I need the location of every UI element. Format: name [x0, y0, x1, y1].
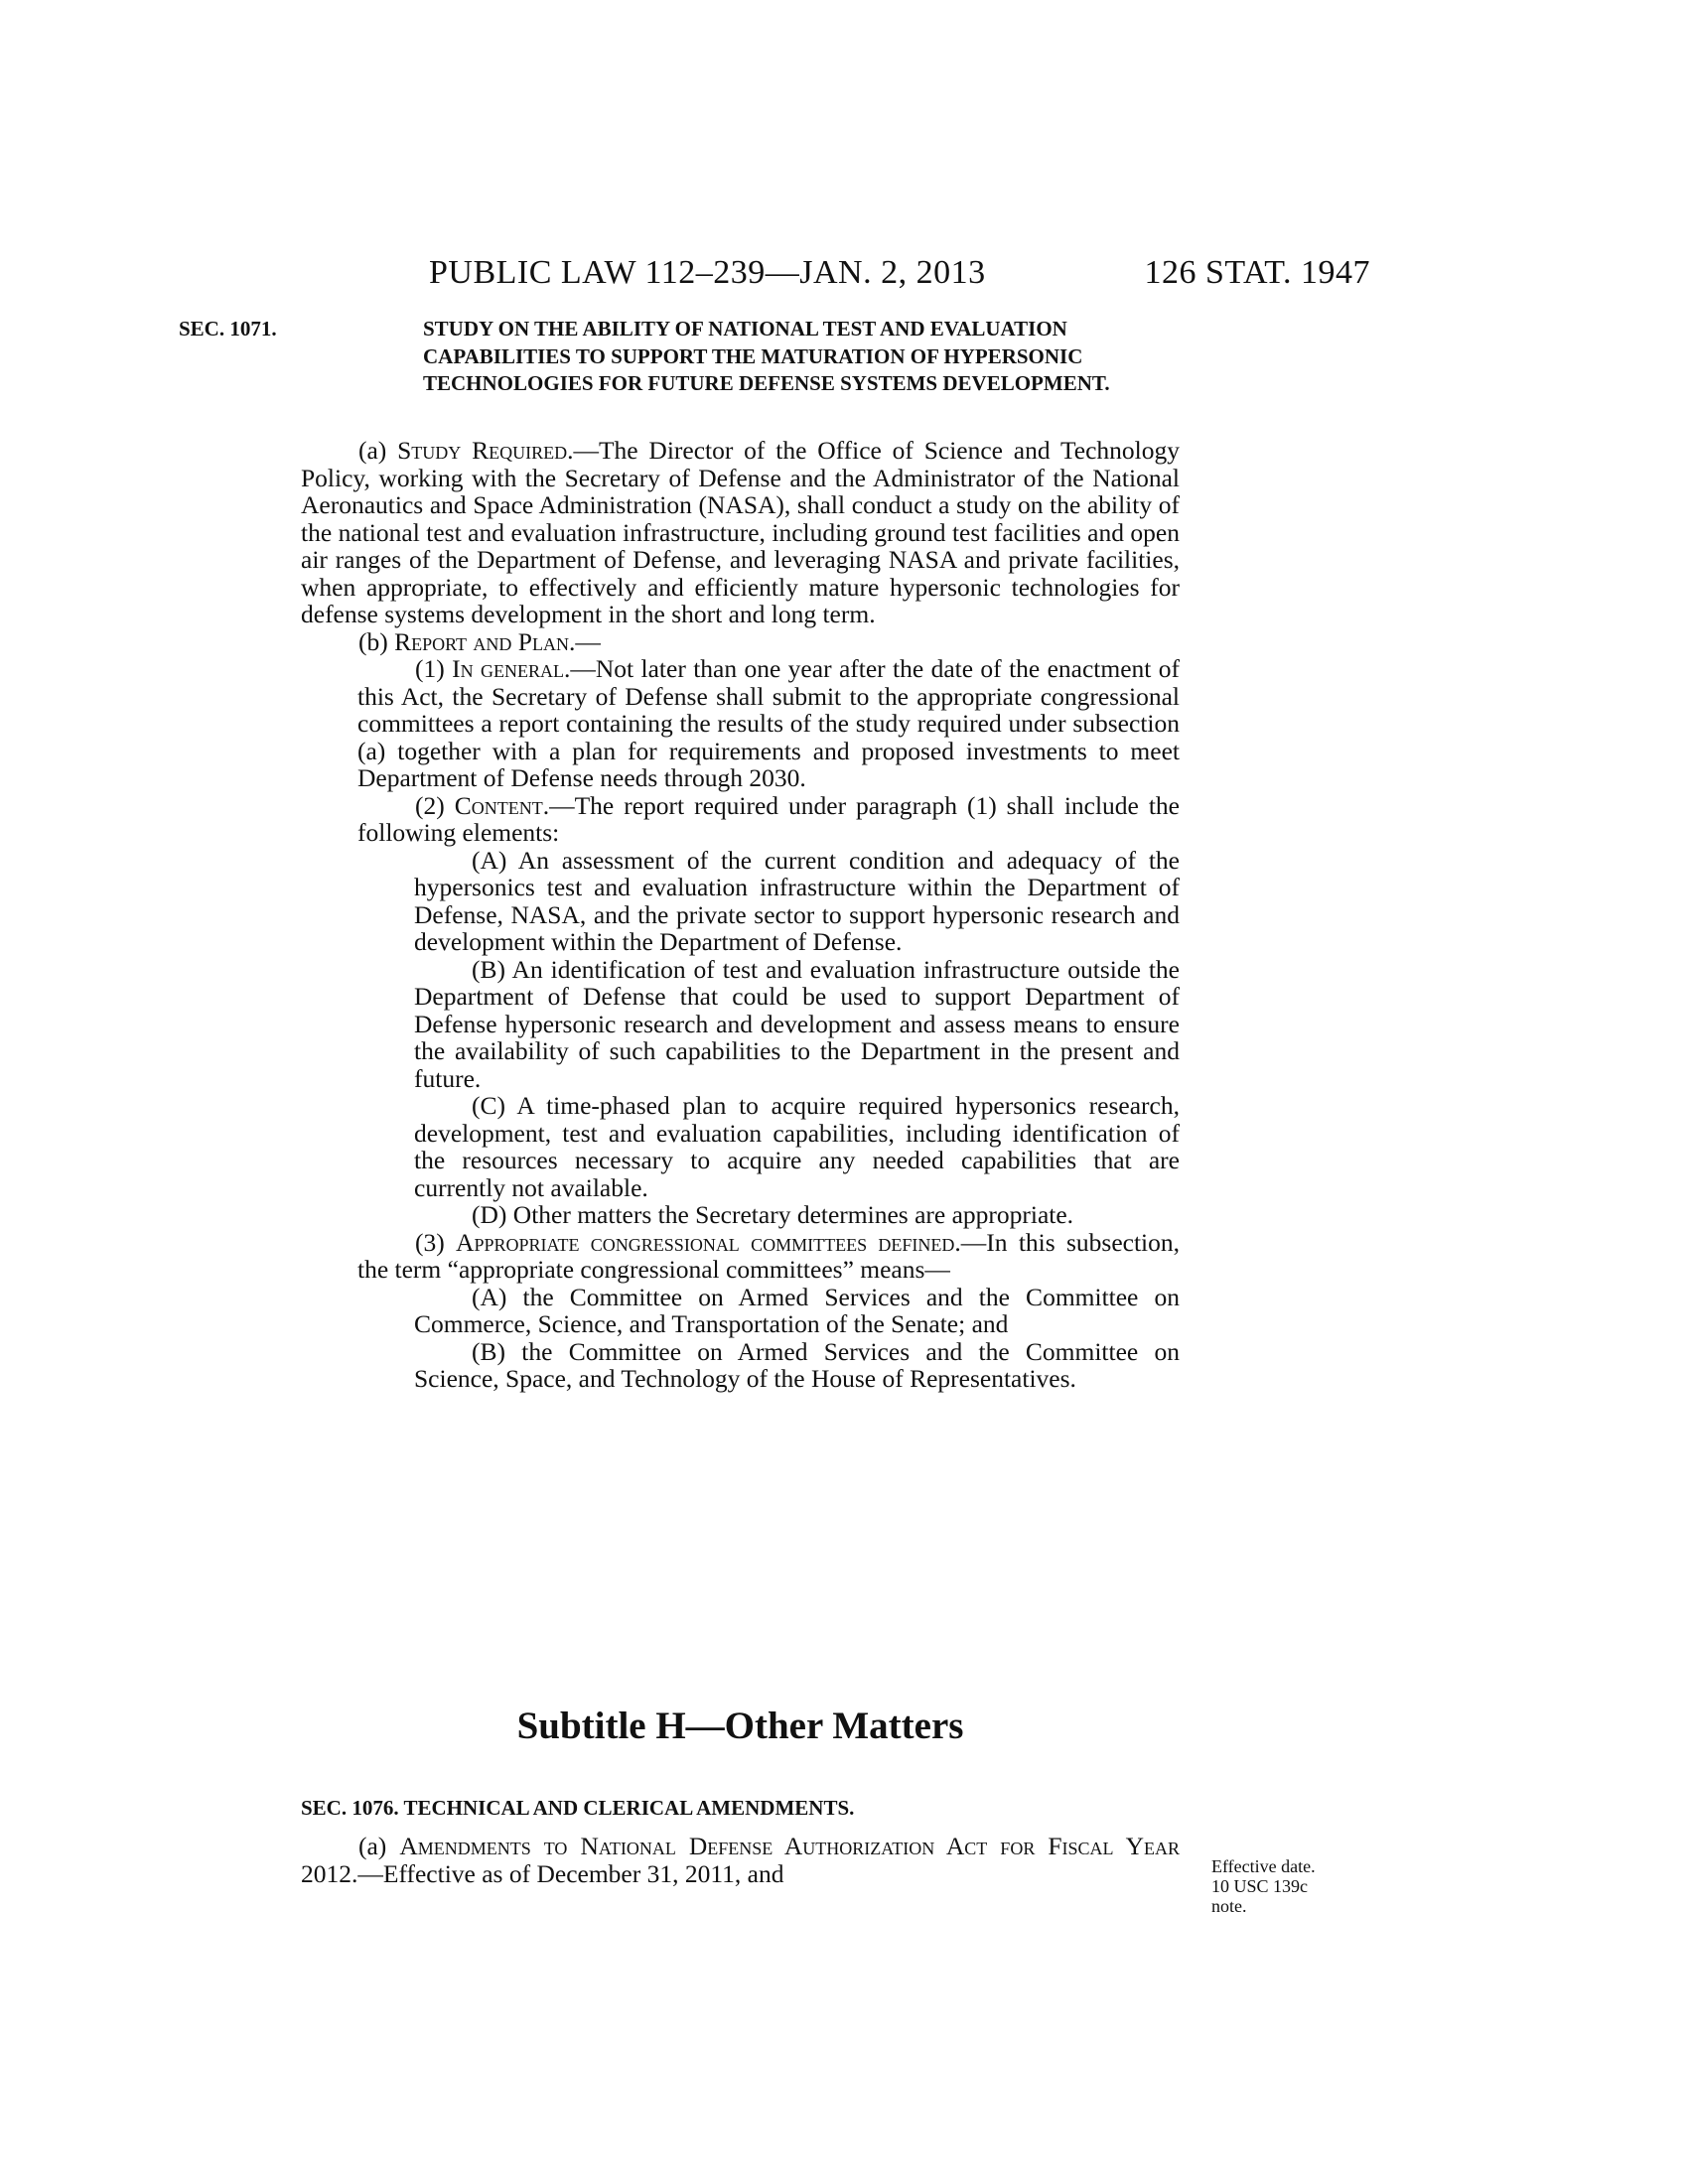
- subparagraph-b3-a: (A) the Committee on Armed Services and the Committee on Commerce, Science, and Transportation of the Senate; and: [414, 1282, 1180, 1338]
- subparagraph-b2-a: (A) An assessment of the current condition and adequacy of the hypersonics test and evaluation infrastructure within the Department of Defense, NASA, and the private sector to support hypersonic research and development within the Department of Defense.: [414, 845, 1180, 956]
- margin-note-line-1: Effective date.: [1211, 1856, 1316, 1876]
- paragraph-b1-heading: In general: [452, 654, 564, 683]
- section-1071-number: SEC. 1071.: [179, 317, 277, 341]
- subtitle-heading: Subtitle H—Other Matters: [516, 1705, 964, 1747]
- paragraph-b2: (2) Content.—The report required under paragraph (1) shall include the following elements:: [357, 790, 1180, 847]
- subsection-b-heading: Report and Plan: [394, 626, 569, 656]
- subparagraph-b3-b: (B) the Committee on Armed Services and the Committee on Science, Space, and Technology of the House of Representatives.: [414, 1336, 1180, 1393]
- margin-note-line-3: note.: [1211, 1896, 1247, 1916]
- running-header-right: 126 STAT. 1947: [1144, 254, 1370, 291]
- section-1076-subsection-a: (a) Amendments to National Defense Authorization Act for Fiscal Year 2012.—Effective as of December 31, 2011, and: [301, 1832, 1181, 1888]
- paragraph-b3: (3) Appropriate congressional committees defined.—In this subsection, the term “appropriate congressional committees” means—: [357, 1227, 1180, 1284]
- paragraph-b1: (1) In general.—Not later than one year after the date of the enactment of this Act, the Secretary of Defense shall submit to the appropriate congressional committees a report containing the results of the study required under subsection (a) together with a plan for requirements and proposed investments to meet Department of Defense needs through 2030.: [357, 654, 1181, 792]
- subsection-a-heading: Study Required: [397, 436, 568, 465]
- section-1071-body: [301, 437, 1180, 1393]
- subsection-a: (a) Study Required.—The Director of the Office of Science and Technology Policy, working with the Secretary of Defense and the Administrator of the National Aeronautics and Space Administration (NASA), shall conduct a study on the ability of the national test and evaluation infrastructure, including ground test facilities and open air ranges of the Department of Defense, and leveraging NASA and private facilities, when appropriate, to effectively and efficiently mature hypersonic technologies for defense systems development in the short and long term.: [301, 436, 1180, 628]
- section-1076-body: [301, 1833, 1180, 1887]
- margin-note-line-2: 10 USC 139c: [1211, 1876, 1309, 1896]
- paragraph-b3-heading: Appropriate congressional committees defined: [456, 1227, 955, 1257]
- running-header-left: PUBLIC LAW 112–239—JAN. 2, 2013: [429, 254, 986, 291]
- subsection-b: (b) Report and Plan.—: [358, 626, 601, 656]
- section-1076-number: SEC. 1076.: [301, 1796, 399, 1820]
- section-1076-title: TECHNICAL AND CLERICAL AMENDMENTS.: [403, 1796, 855, 1820]
- subparagraph-b2-c: (C) A time-phased plan to acquire required hypersonics research, development, test and evaluation capabilities, including identification of the resources necessary to acquire any needed capabilities that are currently not available.: [414, 1091, 1180, 1202]
- section-1076-heading: [301, 1795, 1180, 1823]
- section-1071-heading: [179, 316, 1180, 398]
- margin-note: [1211, 1856, 1316, 1916]
- section-1071-title: STUDY ON THE ABILITY OF NATIONAL TEST AND EVALUATION CAPABILITIES TO SUPPORT THE MATURATION OF HYPERSONIC TECHNOLOGIES FOR FUTURE DEFENSE SYSTEMS DEVELOPMENT.: [423, 317, 1110, 395]
- paragraph-b2-heading: Content: [454, 790, 543, 820]
- subparagraph-b2-d: (D) Other matters the Secretary determines are appropriate.: [472, 1200, 1074, 1229]
- section-1076-subsection-a-heading: Amendments to National Defense Authorization Act for Fiscal Year 2012: [301, 1832, 1181, 1888]
- subparagraph-b2-b: (B) An identification of test and evaluation infrastructure outside the Department of Defense that could be used to support Department of Defense hypersonic research and development and assess means to ensure the availability of such capabilities to the Department in the present and future.: [414, 954, 1180, 1093]
